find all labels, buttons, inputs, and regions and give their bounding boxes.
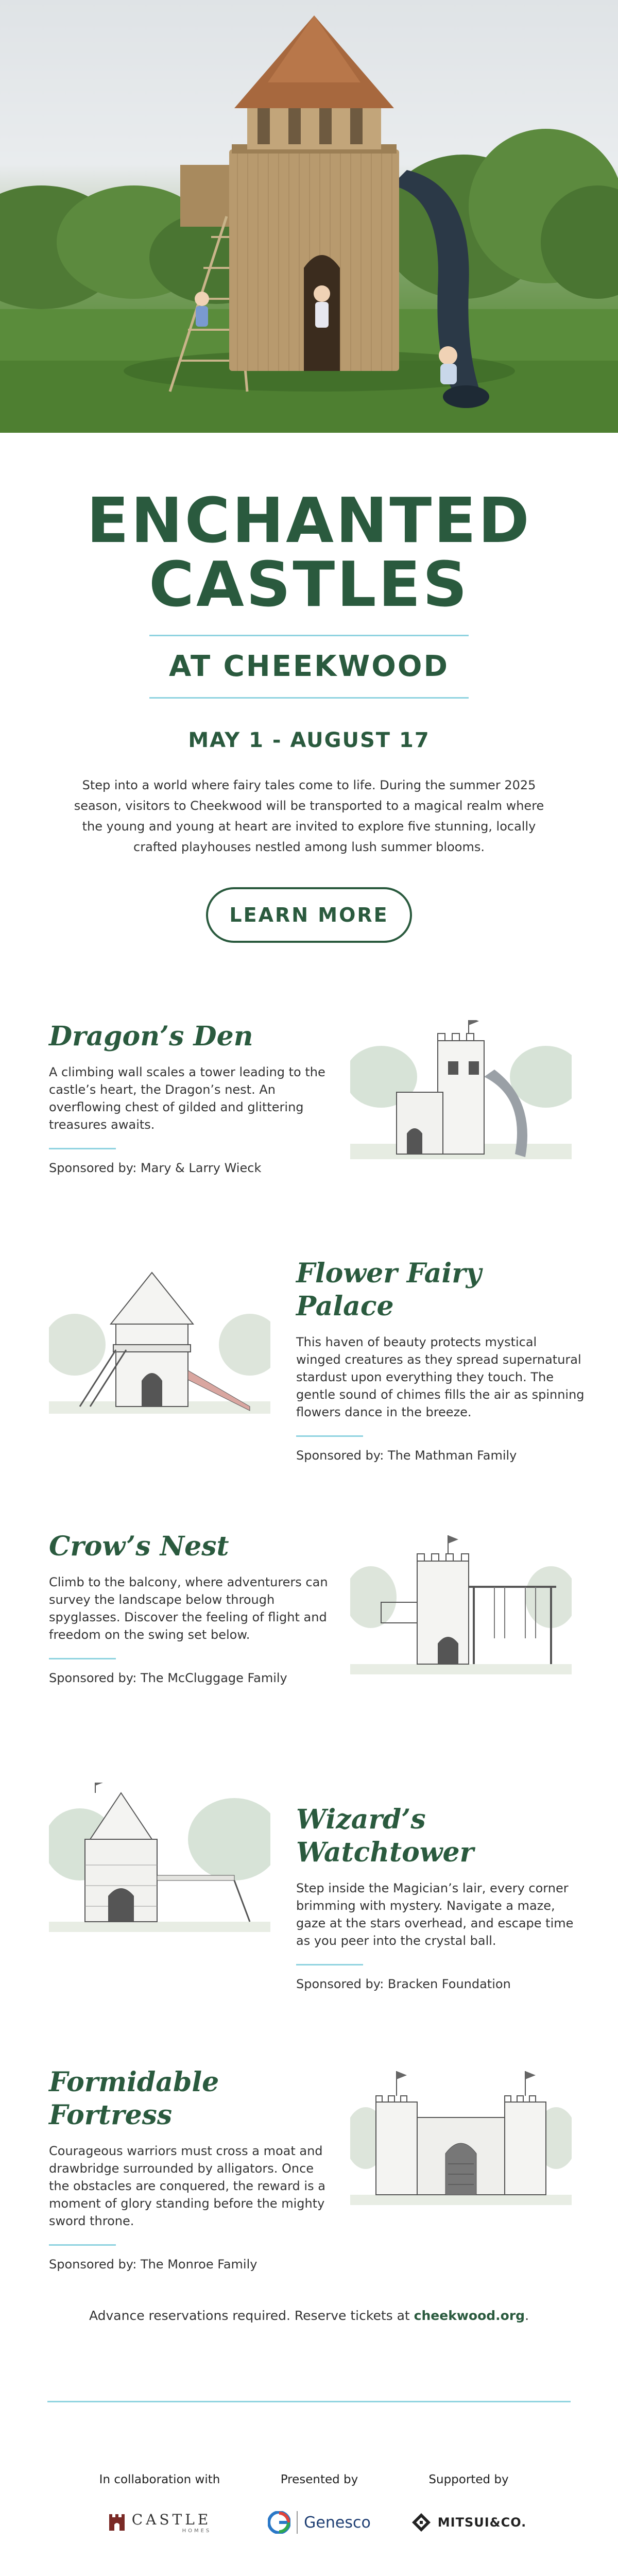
reservation-note: [0, 2308, 618, 2323]
section-sponsor: Sponsored by: Bracken Foundation: [296, 1977, 511, 1991]
genesco-logo[interactable]: [232, 2507, 407, 2538]
section-description: This haven of beauty protects mystical winged creatures as they spread supernatural stardust upon everything they touch. The gentle sound of chimes fills the air as spinning flowers dance in the breeze.: [296, 1335, 585, 1419]
partner-label: Supported by: [428, 2473, 509, 2486]
partner-genesco: [232, 2473, 407, 2538]
title-block: [0, 485, 618, 943]
section-title: Wizard’s Watchtower: [296, 1804, 474, 1868]
partner-label: Presented by: [280, 2473, 358, 2486]
section-sponsor: Sponsored by: The Monroe Family: [49, 2257, 258, 2272]
section-title: Formidable Fortress: [49, 2066, 219, 2131]
event-dates: MAY 1 - AUGUST 17: [188, 728, 430, 752]
genesco-wordmark: Genesco: [304, 2513, 371, 2532]
crows-nest-sketch: [350, 1525, 572, 1680]
section-description: Climb to the balcony, where adventurers can survey the landscape below through spyglasses. Discover the feeling of flight and freedom on the swing set below.: [49, 1575, 328, 1642]
subtitle-bottom-rule: [149, 697, 469, 699]
intro-paragraph: Step into a world where fairy tales come to life. During the summer 2025 season, visitors to Cheekwood will be transported to a magical realm where the young and young at heart are invited to explore five stunning, locally crafted playhouses nestled among lush summer blooms.: [74, 778, 544, 854]
section-description: A climbing wall scales a tower leading to the castle’s heart, the Dragon’s nest. An overflowing chest of gilded and glittering treasures awaits.: [49, 1065, 325, 1132]
castle-homes-logo[interactable]: [72, 2507, 247, 2538]
section-text: [49, 2066, 337, 2272]
section-formidable-fortress: [0, 2056, 618, 2324]
section-rule: [49, 2244, 116, 2246]
section-text: [49, 1530, 337, 1685]
section-crows-nest: [0, 1525, 618, 1793]
reservation-text: Advance reservations required. Reserve tickets at: [89, 2308, 414, 2323]
learn-more-button[interactable]: LEARN MORE: [206, 887, 412, 943]
section-title: Flower Fairy Palace: [296, 1258, 482, 1322]
section-title: Crow’s Nest: [49, 1531, 229, 1562]
section-rule: [296, 1964, 363, 1965]
mitsui-diamond-icon: [411, 2512, 432, 2533]
section-title: Dragon’s Den: [49, 1021, 253, 1052]
castle-homes-sub: HOMES: [182, 2528, 212, 2534]
mitsui-wordmark: MITSUI&CO.: [437, 2515, 527, 2530]
title-line-2: CASTLES: [148, 549, 470, 621]
section-description: Step inside the Magician’s lair, every corner brimming with mystery. Navigate a maze, gaze at the stars overhead, and escape time as you peer into the crystal ball.: [296, 1881, 574, 1948]
partner-castle-homes: [72, 2473, 247, 2538]
castle-homes-wordmark: CASTLE: [131, 2511, 212, 2528]
genesco-divider: [297, 2511, 298, 2534]
footer-divider: [47, 2401, 571, 2402]
section-rule: [296, 1435, 363, 1437]
genesco-g-icon: [268, 2511, 290, 2534]
partner-mitsui: [381, 2473, 556, 2538]
section-rule: [49, 1658, 116, 1659]
formidable-fortress-sketch: [350, 2056, 572, 2210]
subtitle-top-rule: [149, 635, 469, 636]
subtitle: AT CHEEKWOOD: [168, 650, 450, 683]
hero-image: [0, 0, 618, 433]
mitsui-logo[interactable]: [381, 2507, 556, 2538]
section-description: Courageous warriors must cross a moat and drawbridge surrounded by alligators. Once the obstacles are conquered, the reward is a moment of glory standing before the mighty sword throne.: [49, 2144, 325, 2228]
section-text: [296, 1803, 585, 1991]
section-sponsor: Sponsored by: The McCluggage Family: [49, 1671, 287, 1685]
section-sponsor: Sponsored by: The Mathman Family: [296, 1448, 517, 1463]
castle-icon: [108, 2512, 126, 2533]
title-line-1: ENCHANTED: [87, 485, 531, 557]
reservation-end: .: [525, 2308, 529, 2323]
dragons-den-sketch: [350, 1020, 572, 1175]
section-wizards-watchtower: [0, 1783, 618, 2050]
wizards-watchtower-sketch: [49, 1783, 270, 1937]
hero-playhouse-illustration: [0, 0, 618, 433]
section-dragons-den: [0, 1020, 618, 1288]
section-sponsor: Sponsored by: Mary & Larry Wieck: [49, 1161, 262, 1175]
section-text: [296, 1257, 585, 1463]
section-flower-fairy-palace: [0, 1257, 618, 1525]
flower-fairy-palace-sketch: [49, 1267, 270, 1422]
cheekwood-link[interactable]: cheekwood.org: [414, 2308, 525, 2323]
partner-label: In collaboration with: [99, 2473, 220, 2486]
section-rule: [49, 1148, 116, 1149]
section-text: [49, 1020, 337, 1175]
